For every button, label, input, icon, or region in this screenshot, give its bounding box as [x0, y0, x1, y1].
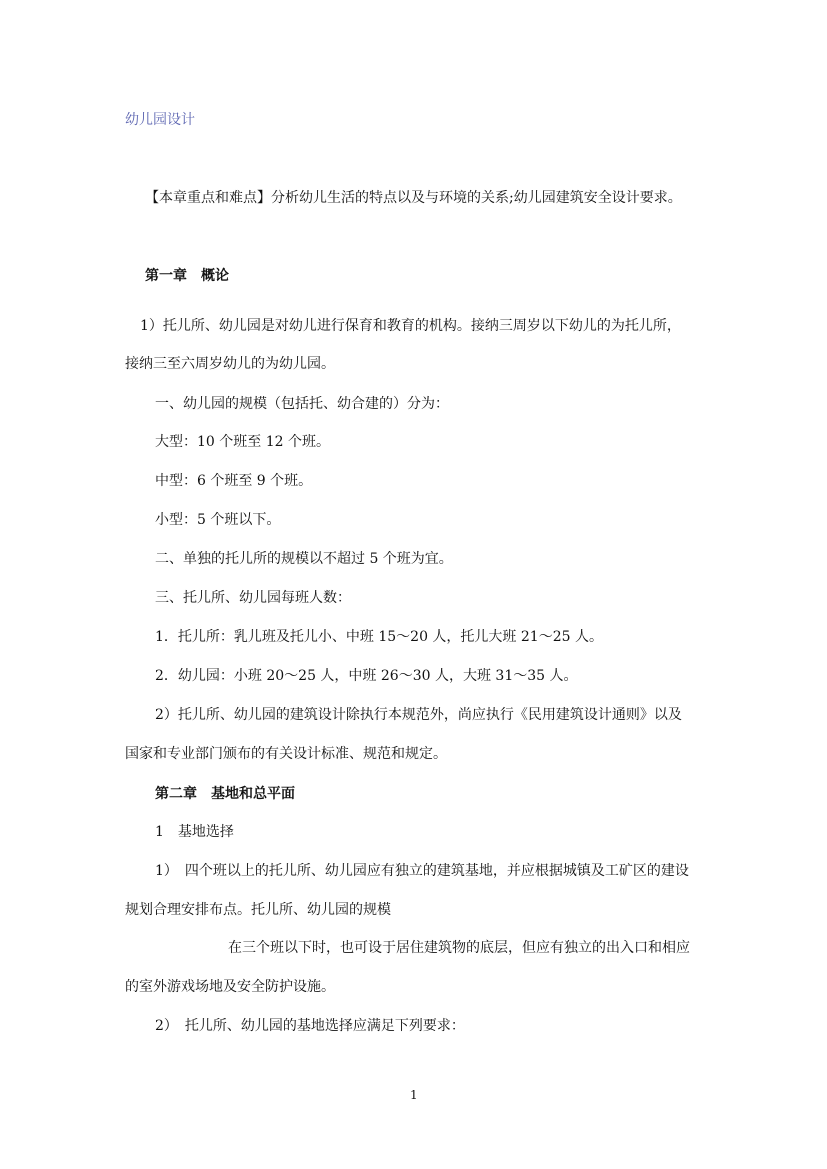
paragraph-1-line-2: 接纳三至六周岁幼儿的为幼儿园。 — [125, 356, 335, 372]
scale-heading: 一、幼儿园的规模（包括托、幼合建的）分为： — [155, 396, 449, 412]
page-number: 1 — [410, 1088, 418, 1102]
paragraph-2-line-2: 国家和专业部门颁布的有关设计标准、规范和规定。 — [125, 746, 447, 762]
scale-small: 小型：5 个班以下。 — [155, 512, 281, 528]
chapter-focus-text: 【本章重点和难点】分析幼儿生活的特点以及与环境的关系;幼儿园建筑安全设计要求。 — [145, 190, 682, 206]
section-1-paragraph-2-line-1: 2） 托儿所、幼儿园的基地选择应满足下列要求： — [155, 1018, 465, 1034]
paragraph-2-line-1: 2）托儿所、幼儿园的建筑设计除执行本规范外，尚应执行《民用建筑设计通则》以及 — [155, 707, 682, 723]
class-size-heading: 三、托儿所、幼儿园每班人数： — [155, 590, 351, 606]
section-1-paragraph-1-line-2: 规划合理安排布点。托儿所、幼儿园的规模 — [125, 902, 391, 918]
section-1-paragraph-1-line-4: 的室外游戏场地及安全防护设施。 — [125, 979, 335, 995]
section-1-heading: 1 基地选择 — [155, 824, 234, 840]
section-1-paragraph-1-line-3: 在三个班以下时，也可设于居住建筑物的底层，但应有独立的出入口和相应 — [228, 940, 690, 956]
nursery-scale-text: 二、单独的托儿所的规模以不超过 5 个班为宜。 — [155, 551, 453, 567]
scale-medium: 中型：6 个班至 9 个班。 — [155, 473, 313, 489]
class-size-nursery: 1．托儿所：乳儿班及托儿小、中班 15～20 人，托儿大班 21～25 人。 — [155, 629, 603, 645]
section-1-paragraph-1-line-1: 1） 四个班以上的托儿所、幼儿园应有独立的建筑基地，并应根据城镇及工矿区的建设 — [155, 863, 689, 879]
class-size-kindergarten: 2．幼儿园：小班 20～25 人，中班 26～30 人，大班 31～35 人。 — [155, 668, 578, 684]
chapter-1-heading: 第一章 概论 — [145, 268, 229, 284]
paragraph-1-line-1: 1）托儿所、幼儿园是对幼儿进行保育和教育的机构。接纳三周岁以下幼儿的为托儿所， — [140, 318, 681, 334]
document-title: 幼儿园设计 — [125, 112, 195, 128]
chapter-2-heading: 第二章 基地和总平面 — [155, 786, 295, 802]
scale-large: 大型：10 个班至 12 个班。 — [155, 434, 330, 450]
